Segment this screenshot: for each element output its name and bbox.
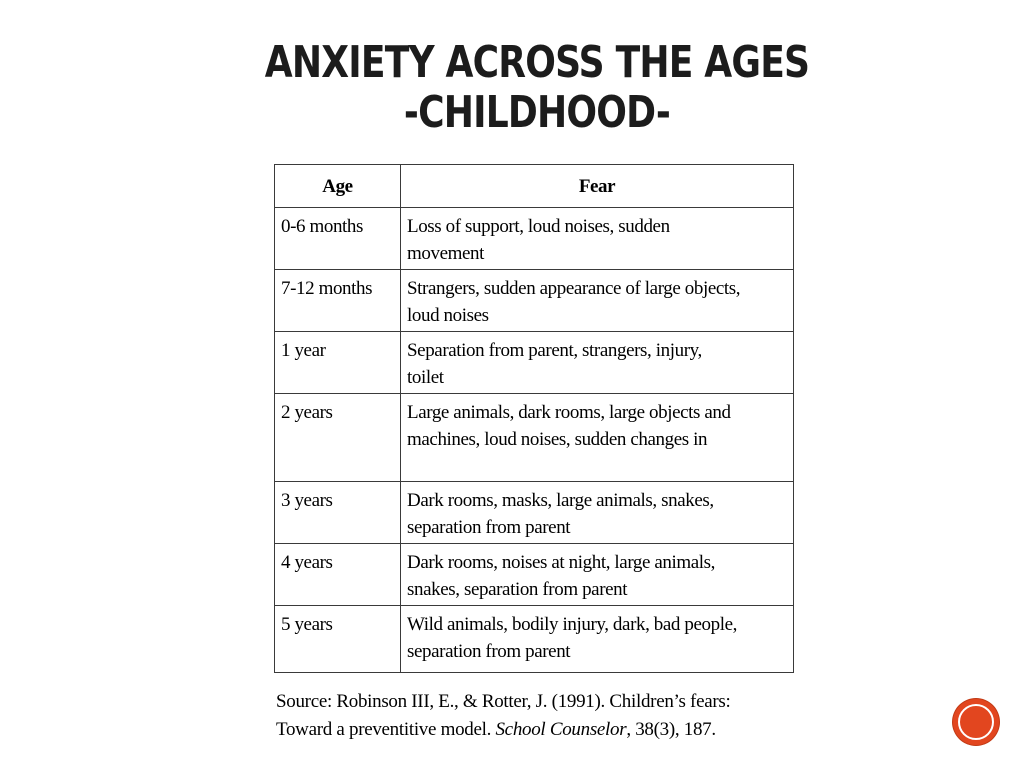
citation-line-2 [276, 716, 836, 744]
table-row [275, 208, 794, 270]
slide-title [97, 38, 978, 138]
fear-line: Wild animals, bodily injury, dark, bad people, [407, 614, 737, 635]
age-cell: 0-6 months [275, 208, 401, 270]
fear-line: Separation from parent, strangers, injury, [407, 340, 702, 361]
title-line-2: -CHILDHOOD- [403, 87, 671, 138]
citation-suffix: , 38(3), 187. [626, 719, 716, 740]
fear-line: Loss of support, loud noises, sudden [407, 216, 670, 237]
fear-cell [401, 482, 794, 544]
table-row [275, 394, 794, 482]
circle-ring-icon [958, 704, 994, 740]
table-row [275, 270, 794, 332]
fears-table [274, 164, 794, 673]
table-row [275, 606, 794, 673]
table-row [275, 332, 794, 394]
fear-line: toilet [407, 367, 444, 388]
fear-cell [401, 544, 794, 606]
fear-cell [401, 332, 794, 394]
age-cell: 4 years [275, 544, 401, 606]
citation-journal: School Counselor [495, 719, 627, 740]
age-cell: 7-12 months [275, 270, 401, 332]
fear-line: snakes, separation from parent [407, 579, 628, 600]
fear-line: Strangers, sudden appearance of large objects, [407, 278, 741, 299]
fear-line: Large animals, dark rooms, large objects and [407, 402, 731, 423]
age-cell: 3 years [275, 482, 401, 544]
fear-line: loud noises [407, 305, 489, 326]
fear-cell [401, 270, 794, 332]
table-header-row [275, 165, 794, 208]
citation-line-1: Source: Robinson III, E., & Rotter, J. (1991). Children’s fears: [276, 691, 731, 712]
age-cell: 1 year [275, 332, 401, 394]
fear-cell [401, 606, 794, 673]
table-row [275, 482, 794, 544]
fear-cell [401, 394, 794, 482]
slide-nav-badge[interactable] [953, 699, 999, 745]
fear-line: machines, loud noises, sudden changes in [407, 429, 708, 450]
citation-prefix: Toward a preventitive model. [276, 719, 496, 740]
fear-line: separation from parent [407, 641, 571, 662]
fear-line: movement [407, 243, 485, 264]
source-citation [276, 688, 836, 744]
header-age: Age [275, 165, 401, 208]
fear-line: Dark rooms, noises at night, large animals, [407, 552, 716, 573]
header-fear: Fear [401, 165, 794, 208]
age-cell: 2 years [275, 394, 401, 482]
fear-line: Dark rooms, masks, large animals, snakes, [407, 490, 714, 511]
table-row [275, 544, 794, 606]
title-line-1: ANXIETY ACROSS THE AGES [264, 37, 810, 88]
fear-cell [401, 208, 794, 270]
fear-line: separation from parent [407, 517, 571, 538]
age-cell: 5 years [275, 606, 401, 673]
